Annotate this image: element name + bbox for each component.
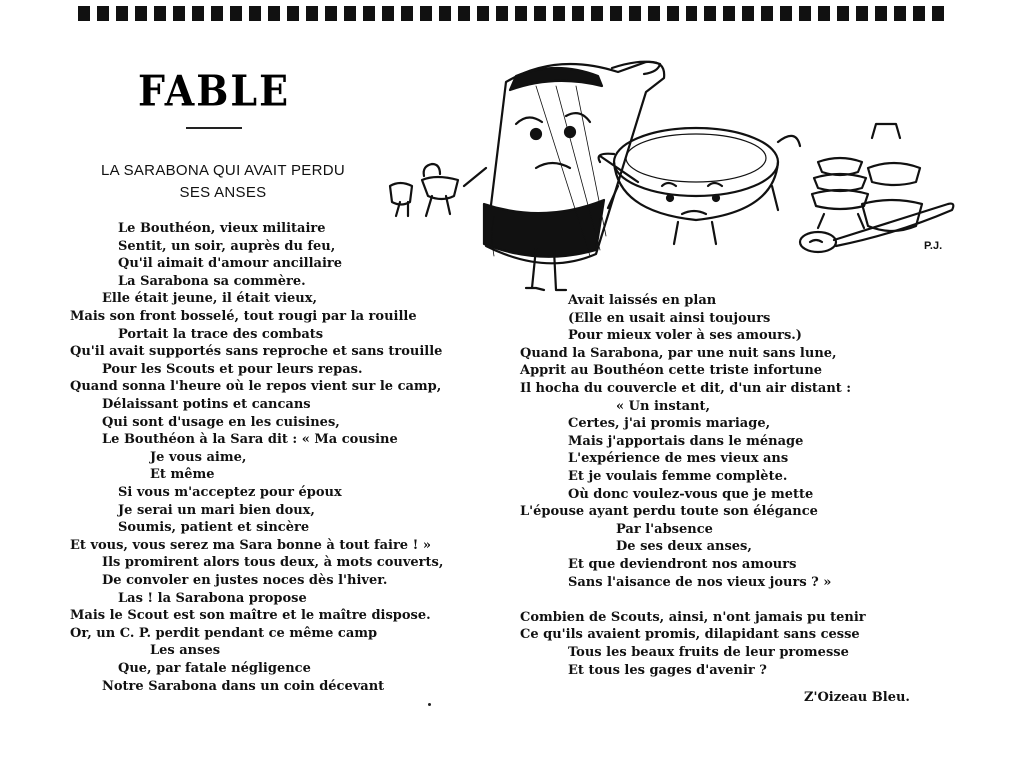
poem-line: Avait laissés en plan <box>568 293 717 308</box>
subtitle-line-1: LA SARABONA QUI AVAIT PERDU <box>100 162 345 179</box>
poem-line: Las ! la Sarabona propose <box>118 590 307 606</box>
page-title: FABLE <box>138 65 291 116</box>
border-block <box>211 6 223 21</box>
border-block <box>173 6 185 21</box>
poem-line: Et tous les gages d'avenir ? <box>568 662 767 678</box>
border-block <box>648 6 660 21</box>
border-block <box>439 6 451 21</box>
poem-line: L'épouse ayant perdu toute son élégance <box>520 504 818 520</box>
poem-line: Le Bouthéon à la Sara dit : « Ma cousine <box>102 432 398 448</box>
poem-line: Les anses <box>150 643 221 659</box>
border-block <box>856 6 868 21</box>
border-block <box>230 6 242 21</box>
border-block <box>913 6 925 21</box>
poem-line: Et que deviendront nos amours <box>568 557 797 572</box>
poem-line: (Elle en usait ainsi toujours <box>568 310 771 326</box>
border-block <box>477 6 489 21</box>
border-block <box>154 6 166 21</box>
border-block <box>818 6 830 21</box>
poem-subtitle <box>70 160 376 204</box>
poem-line: Apprit au Bouthéon cette triste infortune <box>520 363 823 379</box>
border-block <box>591 6 603 21</box>
poem-line: Sentit, un soir, auprès du feu, <box>118 238 336 254</box>
poem-line: Portait la trace des combats <box>118 326 324 342</box>
poem-line: Qu'il aimait d'amour ancillaire <box>118 256 343 272</box>
border-block <box>135 6 147 21</box>
poem-line: Par l'absence <box>616 521 713 537</box>
poem-line: Je serai un mari bien doux, <box>118 502 315 518</box>
title-rule-divider <box>186 127 242 129</box>
border-block <box>780 6 792 21</box>
poem-line: Et vous, vous serez ma Sara bonne à tout faire ! » <box>70 537 431 553</box>
poem-line: Soumis, patient et sincère <box>118 520 310 536</box>
poem-line: Mais son front bosselé, tout rougi par la rouille <box>70 309 417 324</box>
poem-line: Ce qu'ils avaient promis, dilapidant sans cesse <box>520 627 860 643</box>
border-block <box>667 6 679 21</box>
border-block <box>572 6 584 21</box>
poem-line: Ils promirent alors tous deux, à mots couverts, <box>102 555 444 571</box>
print-speck <box>428 703 431 706</box>
poem-line: Pour les Scouts et pour leurs repas. <box>102 361 363 377</box>
border-block <box>325 6 337 21</box>
poem-line: Mais le Scout est son maître et le maître dispose. <box>70 608 431 624</box>
border-block <box>458 6 470 21</box>
border-block <box>249 6 261 21</box>
cookware-illustration <box>386 36 956 292</box>
border-block <box>515 6 527 21</box>
poem-line: Elle était jeune, il était vieux, <box>102 291 318 307</box>
border-block <box>932 6 944 21</box>
border-block <box>344 6 356 21</box>
stacked-bowls-icon <box>812 124 922 231</box>
poem-line: Si vous m'acceptez pour époux <box>118 485 342 500</box>
poem-line: Délaissant potins et cancans <box>102 397 311 412</box>
decorative-top-border <box>78 6 944 21</box>
border-block <box>97 6 109 21</box>
border-block <box>629 6 641 21</box>
poem-line: Or, un C. P. perdit pendant ce même camp <box>70 625 378 641</box>
border-block <box>610 6 622 21</box>
border-block <box>553 6 565 21</box>
author-signature: Z'Oizeau Bleu. <box>804 690 910 705</box>
poem-line: Qu'il avait supportés sans reproche et sans trouille <box>70 344 443 360</box>
boutheon-pot-icon <box>464 62 664 290</box>
border-block <box>837 6 849 21</box>
border-block <box>420 6 432 21</box>
border-block <box>382 6 394 21</box>
border-block <box>894 6 906 21</box>
border-block <box>496 6 508 21</box>
border-block <box>116 6 128 21</box>
poem-line: Pour mieux voler à ses amours.) <box>568 328 802 344</box>
poem-line: Où donc voulez-vous que je mette <box>568 486 814 502</box>
border-block <box>268 6 280 21</box>
poem-line: Qui sont d'usage en les cuisines, <box>102 414 340 430</box>
subtitle-line-2: SES ANSES <box>179 184 267 201</box>
border-block <box>742 6 754 21</box>
border-block <box>799 6 811 21</box>
border-block <box>363 6 375 21</box>
border-block <box>761 6 773 21</box>
poem-line: De convoler en justes noces dès l'hiver. <box>102 573 388 588</box>
cup-character-icon <box>390 164 458 216</box>
border-block <box>534 6 546 21</box>
poem-line: « Un instant, <box>616 398 711 414</box>
border-block <box>306 6 318 21</box>
border-block <box>401 6 413 21</box>
poem-line: L'expérience de mes vieux ans <box>568 451 789 467</box>
poem-line: Sans l'aisance de nos vieux jours ? » <box>568 574 832 590</box>
poem-line: Que, par fatale négligence <box>118 661 311 676</box>
poem-line: La Sarabona sa commère. <box>118 273 306 289</box>
border-block <box>723 6 735 21</box>
poem-line: Tous les beaux fruits de leur promesse <box>568 645 849 660</box>
illustration-signature: P.J. <box>924 240 943 252</box>
poem-line: Certes, j'ai promis mariage, <box>568 416 771 432</box>
poem-line: De ses deux anses, <box>616 539 752 555</box>
poem-line: Quand la Sarabona, par une nuit sans lune, <box>520 345 837 361</box>
poem-line: Mais j'apportais dans le ménage <box>568 433 804 449</box>
poem-line: Et même <box>150 467 215 483</box>
poem-line: Il hocha du couvercle et dit, d'un air distant : <box>520 381 852 396</box>
border-block <box>287 6 299 21</box>
poem-line: Le Bouthéon, vieux militaire <box>118 221 326 236</box>
border-block <box>78 6 90 21</box>
border-block <box>192 6 204 21</box>
border-block <box>875 6 887 21</box>
poem-line: Combien de Scouts, ainsi, n'ont jamais pu tenir <box>520 609 866 625</box>
border-block <box>686 6 698 21</box>
poem-line: Quand sonna l'heure où le repos vient sur le camp, <box>70 379 442 395</box>
poem-line: Notre Sarabona dans un coin décevant <box>102 678 385 694</box>
poem-line: Et je voulais femme complète. <box>568 469 788 484</box>
border-block <box>704 6 716 21</box>
poem-line: Je vous aime, <box>150 449 247 465</box>
